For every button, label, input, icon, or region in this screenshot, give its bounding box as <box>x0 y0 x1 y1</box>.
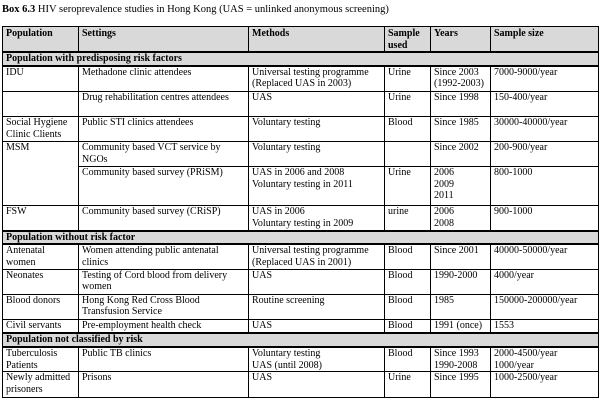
cell-setting: Hong Kong Red Cross Blood Transfusion Service <box>79 294 249 319</box>
cell-method: UAS in 2006 Voluntary testing in 2009 <box>249 206 385 231</box>
cell-setting: Women attending public antenatal clinics <box>79 244 249 269</box>
section-row <box>3 52 599 66</box>
cell-setting: Community based VCT service by NGOs <box>79 142 249 167</box>
cell-method: Routine screening <box>249 294 385 319</box>
cell-setting: Community based survey (PRiSM) <box>79 167 249 206</box>
table-row <box>3 66 599 92</box>
cell-sample: urine <box>385 206 431 231</box>
cell-years: Since 2001 <box>431 244 491 269</box>
cell-sample: Blood <box>385 319 431 333</box>
hiv-studies-table <box>2 26 599 398</box>
table-row <box>3 142 599 167</box>
cell-size: 800-1000 <box>491 167 599 206</box>
cell-population: Blood donors <box>3 294 79 319</box>
section-row <box>3 231 599 245</box>
cell-sample: Urine <box>385 92 431 117</box>
cell-population <box>3 92 79 117</box>
table-row <box>3 167 599 206</box>
cell-method: Universal testing programme (Replaced UAS in 2001) <box>249 244 385 269</box>
cell-population: IDU <box>3 66 79 92</box>
table-row <box>3 92 599 117</box>
cell-years: 2006 2009 2011 <box>431 167 491 206</box>
box-label: Box 6.3 <box>2 4 36 15</box>
cell-sample: Blood <box>385 244 431 269</box>
header-population: Population <box>3 27 79 53</box>
table-row <box>3 347 599 372</box>
cell-setting: Public TB clinics <box>79 347 249 372</box>
cell-population: Neonates <box>3 269 79 294</box>
header-sample-used: Sample used <box>385 27 431 53</box>
cell-sample: Urine <box>385 372 431 398</box>
cell-sample: Blood <box>385 269 431 294</box>
table-row <box>3 117 599 142</box>
cell-setting: Public STI clinics attendees <box>79 117 249 142</box>
cell-size: 30000-40000/year <box>491 117 599 142</box>
cell-population: Newly admitted prisoners <box>3 372 79 398</box>
cell-sample <box>385 142 431 167</box>
cell-method: UAS <box>249 319 385 333</box>
cell-method: Voluntary testing UAS (until 2008) <box>249 347 385 372</box>
cell-population: Social Hygiene Clinic Clients <box>3 117 79 142</box>
cell-method: UAS in 2006 and 2008 Voluntary testing in 2011 <box>249 167 385 206</box>
section-label: Population without risk factor <box>3 231 599 245</box>
cell-size: 150-400/year <box>491 92 599 117</box>
cell-size: 1000-2500/year <box>491 372 599 398</box>
table-row <box>3 269 599 294</box>
cell-setting: Pre-employment health check <box>79 319 249 333</box>
cell-sample: Urine <box>385 167 431 206</box>
cell-method: Voluntary testing <box>249 117 385 142</box>
box-title <box>2 3 389 16</box>
header-row <box>3 27 599 53</box>
cell-setting: Testing of Cord blood from delivery women <box>79 269 249 294</box>
cell-sample: Blood <box>385 117 431 142</box>
cell-years: 1990-2000 <box>431 269 491 294</box>
cell-size: 200-900/year <box>491 142 599 167</box>
table-row <box>3 294 599 319</box>
cell-sample: Blood <box>385 294 431 319</box>
cell-population <box>3 167 79 206</box>
cell-method: UAS <box>249 92 385 117</box>
header-settings: Settings <box>79 27 249 53</box>
cell-size: 900-1000 <box>491 206 599 231</box>
table-row <box>3 319 599 333</box>
header-sample-size: Sample size <box>491 27 599 53</box>
cell-population: FSW <box>3 206 79 231</box>
cell-population: MSM <box>3 142 79 167</box>
cell-size: 150000-200000/year <box>491 294 599 319</box>
table-row <box>3 372 599 398</box>
cell-size: 40000-50000/year <box>491 244 599 269</box>
cell-sample: Urine <box>385 66 431 92</box>
cell-years: Since 1985 <box>431 117 491 142</box>
cell-method: Universal testing programme (Replaced UAS in 2003) <box>249 66 385 92</box>
header-years: Years <box>431 27 491 53</box>
cell-population: Antenatal women <box>3 244 79 269</box>
section-row <box>3 333 599 347</box>
cell-method: UAS <box>249 372 385 398</box>
cell-years: 2006 2008 <box>431 206 491 231</box>
cell-population: Civil servants <box>3 319 79 333</box>
cell-method: UAS <box>249 269 385 294</box>
cell-setting: Prisons <box>79 372 249 398</box>
cell-years: Since 1998 <box>431 92 491 117</box>
section-label: Population not classified by risk <box>3 333 599 347</box>
cell-size: 2000-4500/year 1000/year <box>491 347 599 372</box>
cell-population: Tuberculosis Patients <box>3 347 79 372</box>
cell-size: 1553 <box>491 319 599 333</box>
cell-setting: Community based survey (CRiSP) <box>79 206 249 231</box>
header-methods: Methods <box>249 27 385 53</box>
cell-years: 1985 <box>431 294 491 319</box>
cell-years: Since 1993 1990-2008 <box>431 347 491 372</box>
table-row <box>3 206 599 231</box>
cell-size: 4000/year <box>491 269 599 294</box>
box-caption: HIV seroprevalence studies in Hong Kong (UAS = unlinked anonymous screening) <box>37 4 389 15</box>
cell-method: Voluntary testing <box>249 142 385 167</box>
cell-setting: Methadone clinic attendees <box>79 66 249 92</box>
table-row <box>3 244 599 269</box>
section-label: Population with predisposing risk factors <box>3 52 599 66</box>
cell-sample: Blood <box>385 347 431 372</box>
cell-years: Since 2003 (1992-2003) <box>431 66 491 92</box>
cell-years: Since 2002 <box>431 142 491 167</box>
cell-size: 7000-9000/year <box>491 66 599 92</box>
cell-setting: Drug rehabilitation centres attendees <box>79 92 249 117</box>
cell-years: 1991 (once) <box>431 319 491 333</box>
cell-years: Since 1995 <box>431 372 491 398</box>
